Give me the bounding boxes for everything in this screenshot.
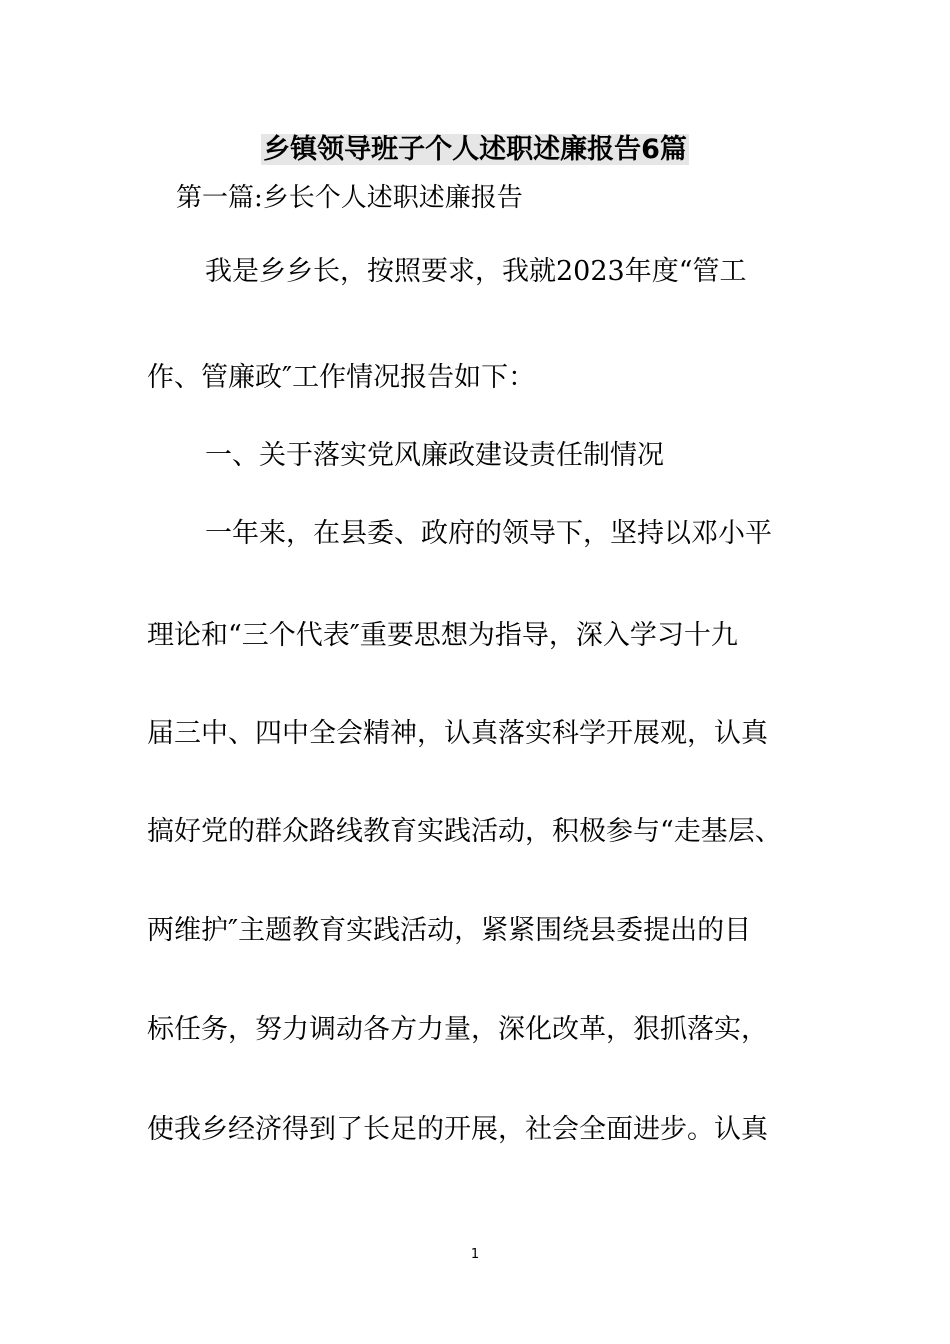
- body-line-9: 标任务，努力调动各方力量，深化改革，狠抓落实，: [147, 1014, 768, 1045]
- body-line-3: 一、关于落实党风廉政建设责任制情况: [205, 440, 664, 471]
- body-line-10: 使我乡经济得到了长足的开展，社会全面进步。认真: [147, 1114, 768, 1145]
- page-number: 1: [470, 1247, 480, 1262]
- body-line-1: 我是乡乡长，按照要求，我就2023年度“管工: [205, 256, 747, 287]
- body-line-8: 两维护″主题教育实践活动，紧紧围绕县委提出的目: [147, 915, 752, 946]
- section-heading: 第一篇:乡长个人述职述廉报告: [176, 183, 523, 213]
- body-line-2: 作、管廉政″工作情况报告如下：: [147, 362, 536, 393]
- document-title: [0, 128, 950, 172]
- body-line-6: 届三中、四中全会精神，认真落实科学开展观，认真: [147, 718, 768, 749]
- document-title-text: 乡镇领导班子个人述职述廉报告6篇: [263, 134, 687, 165]
- body-line-5: 理论和“三个代表″重要思想为指导，深入学习十九: [147, 620, 738, 651]
- body-line-7: 搞好党的群众路线教育实践活动，积极参与“走基层、: [147, 816, 782, 847]
- body-line-4: 一年来，在县委、政府的领导下，坚持以邓小平: [205, 518, 772, 549]
